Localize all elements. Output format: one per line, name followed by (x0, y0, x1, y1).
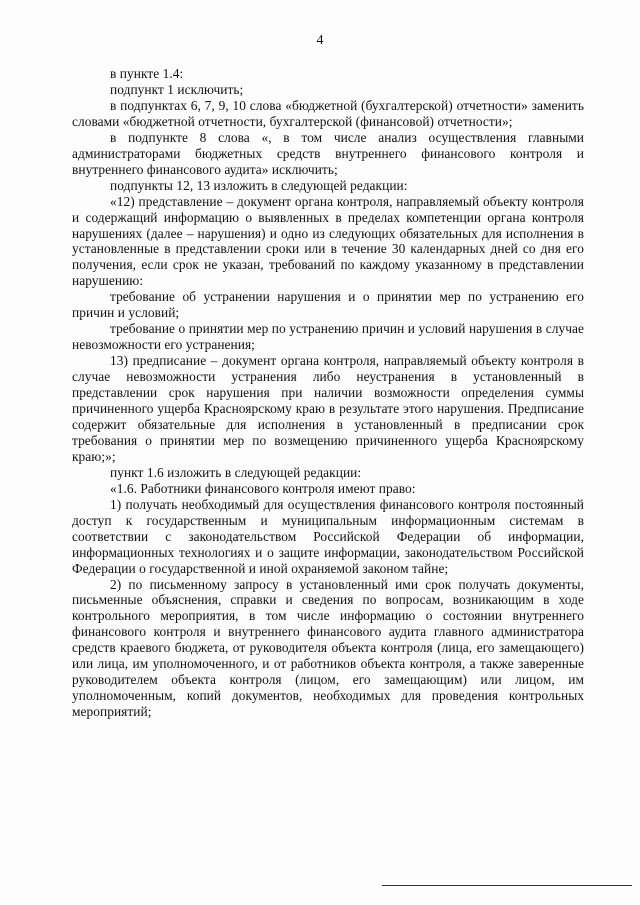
document-body (72, 66, 584, 720)
paragraph-item-13-prescription: 13) предписание – документ органа контроля, направляемый объекту контроля в случае невозможности устранения либо неустранения в установленный в представлении срок нарушения при наличии возможности определения суммы причиненного ущерба Красноярскому краю в результате этого нарушения. Предписание содержит обязательные для исполнения в установленный в предписании срок требования о принятии мер по возмещению причиненного ущерба Красноярскому краю;»; (72, 353, 584, 464)
bottom-rule (382, 885, 632, 886)
paragraph-item-12-representation: «12) представление – документ органа контроля, направляемый объекту контроля и содержащий информацию о выявленных в пределах компетенции органа контроля нарушениях (далее – нарушения) и одно из следующих обязательных для исполнения в установленные в представлении сроки или в течение 30 календарных дней со дня его получения, если срок не указан, требований по каждому указанному в представлении нарушению: (72, 193, 584, 289)
paragraph-subpoints-12-13-intro: подпункты 12, 13 изложить в следующей редакции: (110, 177, 408, 193)
paragraph-right-2-documents: 2) по письменному запросу в установленный ими срок получать документы, письменные объяснения, справки и сведения по вопросам, возникающим в ходе контрольного мероприятия, в том числе информацию о состоянии внутреннего финансового контроля и внутреннего финансового аудита главного администратора средств краевого бюджета, от руководителя объекта контроля (лица, его замещающего) или лица, им уполномоченного, и от работников объекта контроля, а также заверенные руководителем объекта контроля (лицом, его замещающим) или лицом, им уполномоченным, копий документов, необходимых для проведения контрольных мероприятий; (72, 576, 584, 720)
paragraph-point-1-6-intro: пункт 1.6 изложить в следующей редакции: (110, 464, 362, 480)
paragraph-requirement-eliminate: требование об устранении нарушения и о принятии мер по устранению его причин и условий; (72, 289, 584, 321)
paragraph-subpoint-1-exclude: подпункт 1 исключить; (110, 81, 244, 97)
paragraph-subpoints-6-7-9-10: в подпунктах 6, 7, 9, 10 слова «бюджетной (бухгалтерской) отчетности» заменить словами «бюджетной отчетности, бухгалтерской (финансовой) отчетности»; (72, 97, 584, 129)
paragraph-point-1-4: в пункте 1.4: (110, 66, 184, 81)
paragraph-requirement-measures: требование о принятии мер по устранению причин и условий нарушения в случае невозможности его устранения; (72, 321, 584, 353)
paragraph-point-1-6-heading: «1.6. Работники финансового контроля имеют право: (110, 480, 416, 496)
paragraph-right-1-access: 1) получать необходимый для осуществления финансового контроля постоянный доступ к государственным и муниципальным информационным системам в соответствии с законодательством Российской Федерации об информации, информационных технологиях и о защите информации, законодательством Российской Федерации о государственной и иной охраняемой законом тайне; (72, 496, 584, 576)
page-number: 4 (316, 33, 324, 48)
paragraph-subpoint-8: в подпункте 8 слова «, в том числе анализ осуществления главными администраторами бюджетных средств внутреннего финансового контроля и внутреннего финансового аудита» исключить; (72, 129, 584, 177)
